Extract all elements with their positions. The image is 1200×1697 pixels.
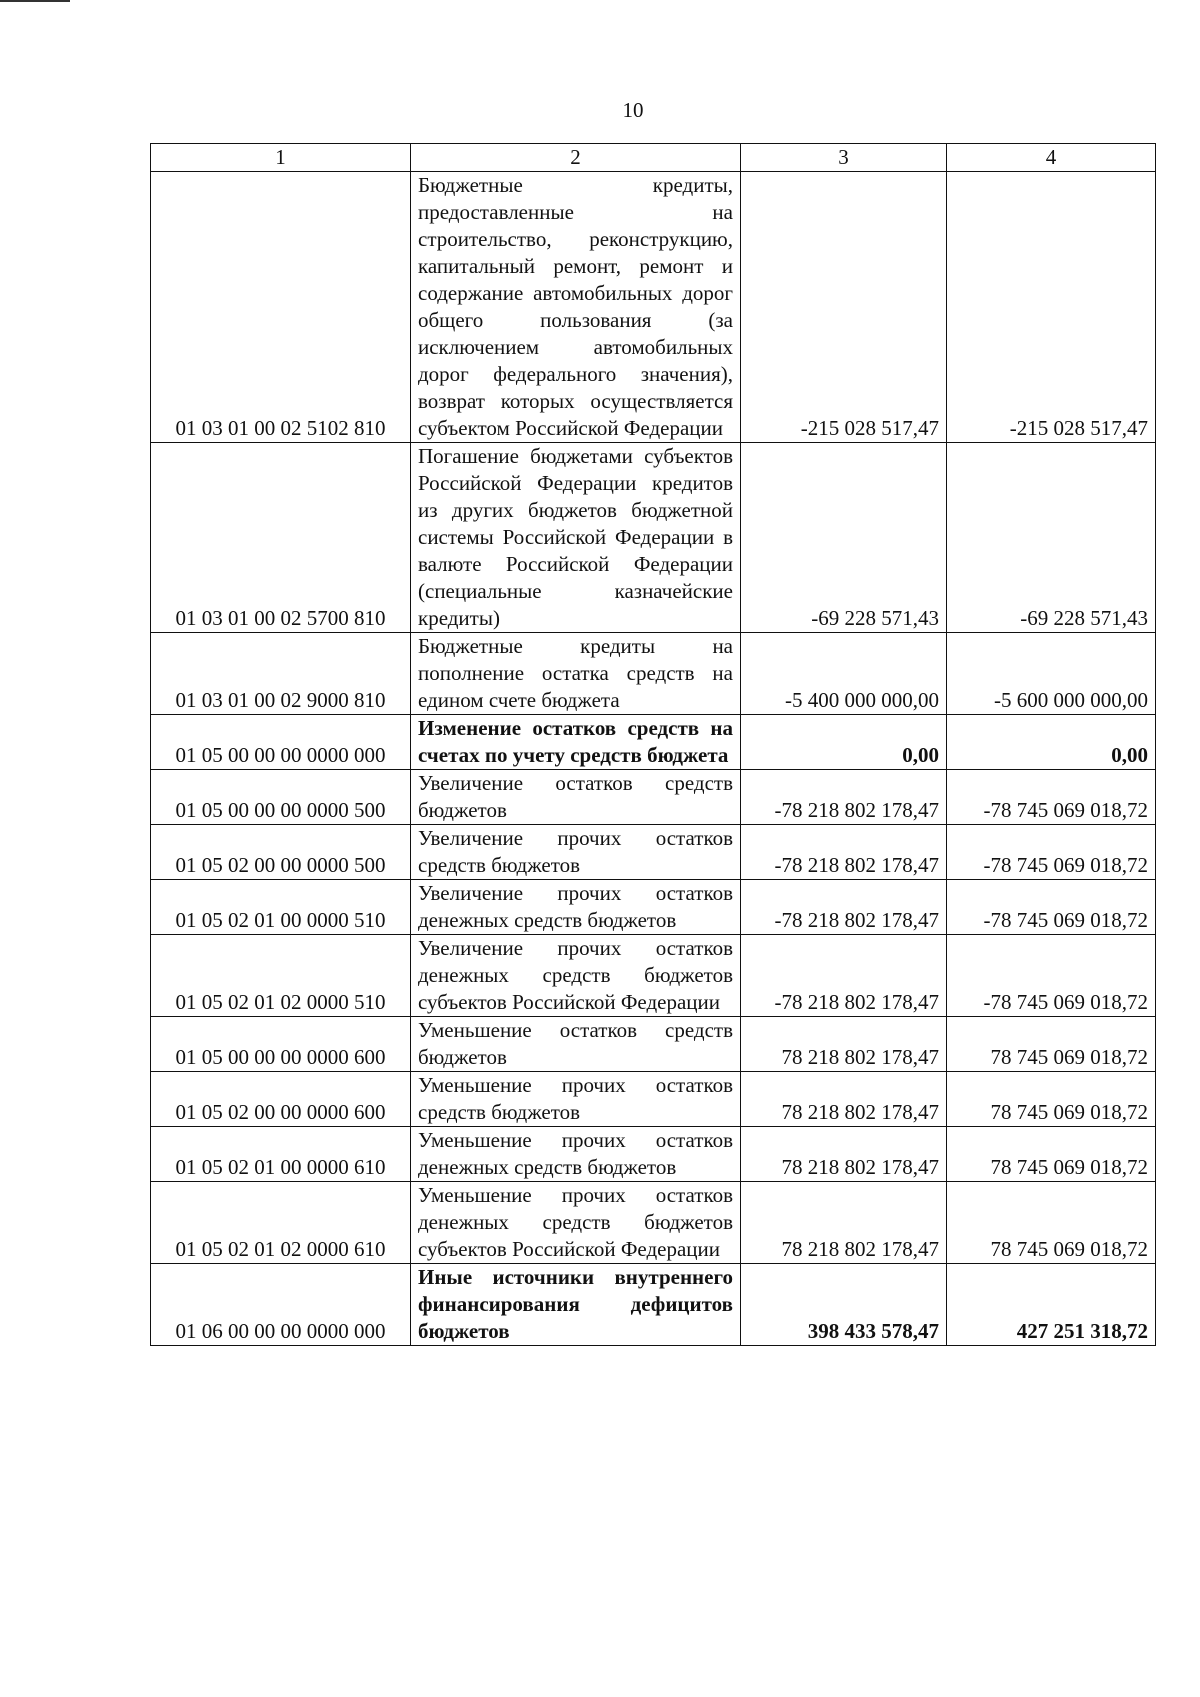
table-row [151, 172, 1156, 443]
row-value-col4: 78 745 069 018,72 [947, 1017, 1156, 1072]
scan-edge-mark [0, 0, 70, 2]
row-code: 01 05 02 01 00 0000 610 [151, 1127, 411, 1182]
row-value-col3: -69 228 571,43 [741, 443, 947, 633]
row-value-col3: 78 218 802 178,47 [741, 1127, 947, 1182]
table-row [151, 770, 1156, 825]
table-body [151, 172, 1156, 1346]
row-name: Иные источники внутреннего финансирования дефицитов бюджетов [411, 1264, 741, 1346]
row-value-col4: -78 745 069 018,72 [947, 825, 1156, 880]
row-code: 01 03 01 00 02 5102 810 [151, 172, 411, 443]
row-code: 01 05 00 00 00 0000 000 [151, 715, 411, 770]
table-row [151, 1017, 1156, 1072]
row-value-col4: 78 745 069 018,72 [947, 1127, 1156, 1182]
row-value-col3: 78 218 802 178,47 [741, 1017, 947, 1072]
table-row [151, 1072, 1156, 1127]
row-code: 01 05 00 00 00 0000 500 [151, 770, 411, 825]
row-name: Бюджетные кредиты, предоставленные на строительство, реконструкцию, капитальный ремонт, ремонт и содержание автомобильных дорог общего пользования (за исключением автомобильных дорог федерального значения), возврат которых осуществляется субъектом Российской Федерации [411, 172, 741, 443]
row-code: 01 05 02 00 00 0000 600 [151, 1072, 411, 1127]
budget-sources-table [150, 143, 1156, 1346]
row-name: Погашение бюджетами субъектов Российской Федерации кредитов из других бюджетов бюджетной системы Российской Федерации в валюте Российской Федерации (специальные казначейские кредиты) [411, 443, 741, 633]
table-row [151, 1264, 1156, 1346]
row-name: Уменьшение прочих остатков средств бюджетов [411, 1072, 741, 1127]
row-value-col4: 78 745 069 018,72 [947, 1182, 1156, 1264]
table-row [151, 825, 1156, 880]
row-value-col3: 398 433 578,47 [741, 1264, 947, 1346]
table-row [151, 443, 1156, 633]
column-header-4: 4 [947, 144, 1156, 172]
row-code: 01 03 01 00 02 9000 810 [151, 633, 411, 715]
row-value-col3: -78 218 802 178,47 [741, 825, 947, 880]
row-value-col4: 0,00 [947, 715, 1156, 770]
row-name: Увеличение остатков средств бюджетов [411, 770, 741, 825]
row-code: 01 06 00 00 00 0000 000 [151, 1264, 411, 1346]
row-code: 01 05 02 00 00 0000 500 [151, 825, 411, 880]
row-code: 01 05 00 00 00 0000 600 [151, 1017, 411, 1072]
row-name: Увеличение прочих остатков средств бюджетов [411, 825, 741, 880]
row-name: Уменьшение прочих остатков денежных средств бюджетов [411, 1127, 741, 1182]
table-row [151, 935, 1156, 1017]
column-header-1: 1 [151, 144, 411, 172]
row-value-col3: -78 218 802 178,47 [741, 880, 947, 935]
row-value-col4: 427 251 318,72 [947, 1264, 1156, 1346]
row-value-col3: -215 028 517,47 [741, 172, 947, 443]
row-name: Увеличение прочих остатков денежных средств бюджетов субъектов Российской Федерации [411, 935, 741, 1017]
table-row [151, 880, 1156, 935]
row-value-col3: -78 218 802 178,47 [741, 935, 947, 1017]
table-row [151, 1127, 1156, 1182]
row-value-col4: 78 745 069 018,72 [947, 1072, 1156, 1127]
table-row [151, 715, 1156, 770]
row-name: Уменьшение остатков средств бюджетов [411, 1017, 741, 1072]
row-name: Уменьшение прочих остатков денежных средств бюджетов субъектов Российской Федерации [411, 1182, 741, 1264]
row-value-col3: 78 218 802 178,47 [741, 1072, 947, 1127]
page-number: 10 [622, 98, 644, 122]
column-header-3: 3 [741, 144, 947, 172]
row-value-col4: -78 745 069 018,72 [947, 880, 1156, 935]
row-code: 01 05 02 01 02 0000 510 [151, 935, 411, 1017]
row-code: 01 05 02 01 00 0000 510 [151, 880, 411, 935]
column-header-2: 2 [411, 144, 741, 172]
row-value-col3: -78 218 802 178,47 [741, 770, 947, 825]
row-name: Изменение остатков средств на счетах по учету средств бюджета [411, 715, 741, 770]
row-value-col4: -78 745 069 018,72 [947, 935, 1156, 1017]
row-value-col4: -78 745 069 018,72 [947, 770, 1156, 825]
row-value-col3: 0,00 [741, 715, 947, 770]
row-code: 01 05 02 01 02 0000 610 [151, 1182, 411, 1264]
table-row [151, 633, 1156, 715]
row-name: Увеличение прочих остатков денежных средств бюджетов [411, 880, 741, 935]
row-value-col4: -5 600 000 000,00 [947, 633, 1156, 715]
table-header-row [151, 144, 1156, 172]
table-row [151, 1182, 1156, 1264]
row-value-col3: 78 218 802 178,47 [741, 1182, 947, 1264]
row-value-col3: -5 400 000 000,00 [741, 633, 947, 715]
row-name: Бюджетные кредиты на пополнение остатка средств на едином счете бюджета [411, 633, 741, 715]
row-value-col4: -215 028 517,47 [947, 172, 1156, 443]
row-code: 01 03 01 00 02 5700 810 [151, 443, 411, 633]
row-value-col4: -69 228 571,43 [947, 443, 1156, 633]
